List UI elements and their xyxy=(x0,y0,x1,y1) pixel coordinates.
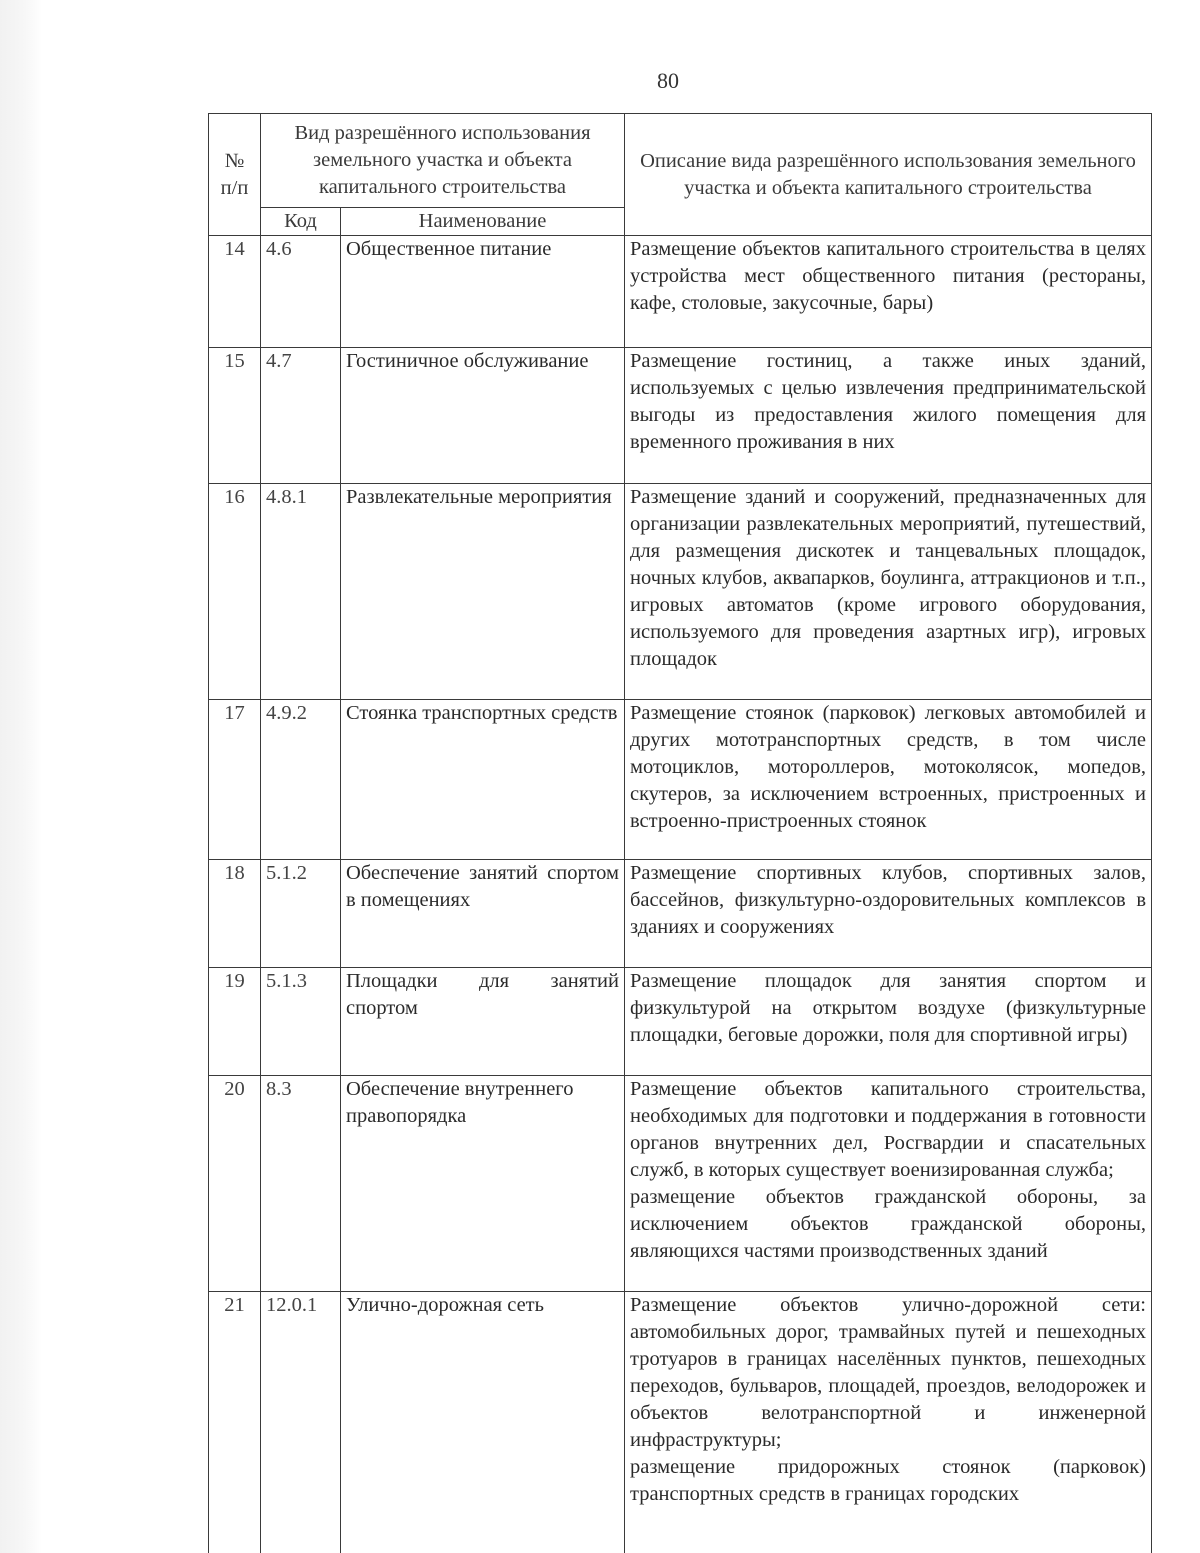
row-number: 17 xyxy=(209,700,261,860)
row-description xyxy=(625,1292,1152,1553)
header-description: Описание вида разрешённого использования земельного участка и объекта капитального строительства xyxy=(625,114,1152,236)
header-code: Код xyxy=(261,208,341,236)
row-code: 4.6 xyxy=(261,236,341,348)
table-row xyxy=(209,700,1152,860)
row-code: 4.8.1 xyxy=(261,484,341,700)
table-row xyxy=(209,1076,1152,1292)
row-name: Обеспечение внутреннего правопорядка xyxy=(341,1076,625,1292)
scan-edge xyxy=(0,0,42,1553)
description-paragraph: Размещение объектов улично-дорожной сети: автомобильных дорог, трамвайных путей и пешеходных тротуаров в границах населённых пунктов, пешеходных переходов, бульваров, площадей, проездов, велодорожек и объектов велотранспортной и инженерной инфраструктуры; xyxy=(630,1294,1146,1451)
description-paragraph: размещение придорожных стоянок (парковок) транспортных средств в границах городских xyxy=(630,1456,1146,1505)
table-row xyxy=(209,860,1152,968)
row-code: 5.1.2 xyxy=(261,860,341,968)
table-row xyxy=(209,484,1152,700)
row-number: 15 xyxy=(209,348,261,484)
row-number: 14 xyxy=(209,236,261,348)
table-row xyxy=(209,236,1152,348)
row-name: Улично-дорожная сеть xyxy=(341,1292,625,1553)
row-name: Стоянка транспортных средств xyxy=(341,700,625,860)
description-paragraph: Размещение объектов капитального строительства, необходимых для подготовки и поддержания в готовности органов внутренних дел, Росгвардии и спасательных служб, в которых существует военизированная служба; xyxy=(630,1078,1146,1181)
description-paragraph: Размещение спортивных клубов, спортивных залов, бассейнов, физкультурно-оздоровительных комплексов в зданиях и сооружениях xyxy=(630,862,1146,938)
row-number: 21 xyxy=(209,1292,261,1553)
row-description xyxy=(625,860,1152,968)
table-row xyxy=(209,1292,1152,1553)
row-number: 16 xyxy=(209,484,261,700)
row-number: 19 xyxy=(209,968,261,1076)
description-paragraph: Размещение стоянок (парковок) легковых автомобилей и других мототранспортных средств, в том числе мотоциклов, мотороллеров, мотоколясок, мопедов, скутеров, за исключением встроенных, пристроенных и встроенно-пристроенных стоянок xyxy=(630,702,1146,832)
row-code: 8.3 xyxy=(261,1076,341,1292)
row-description xyxy=(625,484,1152,700)
row-code: 5.1.3 xyxy=(261,968,341,1076)
row-name: Площадки для занятий спортом xyxy=(341,968,625,1076)
row-name: Общественное питание xyxy=(341,236,625,348)
row-description xyxy=(625,700,1152,860)
description-paragraph: Размещение зданий и сооружений, предназначенных для организации развлекательных мероприятий, путешествий, для размещения дискотек и танцевальных площадок, ночных клубов, аквапарков, боулинга, аттракционов и т.п., игровых автоматов (кроме игрового оборудования, используемого для проведения азартных игр), игровых площадок xyxy=(630,486,1146,670)
row-description xyxy=(625,348,1152,484)
permitted-use-table xyxy=(208,113,1152,1553)
row-description xyxy=(625,236,1152,348)
row-description xyxy=(625,1076,1152,1292)
row-name: Развлекательные мероприятия xyxy=(341,484,625,700)
table-row xyxy=(209,968,1152,1076)
header-name: Наименование xyxy=(341,208,625,236)
row-name: Гостиничное обслуживание xyxy=(341,348,625,484)
page-number: 80 xyxy=(657,68,679,93)
row-code: 12.0.1 xyxy=(261,1292,341,1553)
table-row xyxy=(209,348,1152,484)
row-name: Обеспечение занятий спортом в помещениях xyxy=(341,860,625,968)
description-paragraph: размещение объектов гражданской обороны, за исключением объектов гражданской обороны, являющихся частями производственных зданий xyxy=(630,1186,1146,1262)
header-use-type: Вид разрешённого использования земельного участка и объекта капитального строительства xyxy=(261,114,625,208)
row-number: 18 xyxy=(209,860,261,968)
header-number: № п/п xyxy=(209,114,261,236)
description-paragraph: Размещение объектов капитального строительства в целях устройства мест общественного питания (рестораны, кафе, столовые, закусочные, бары) xyxy=(630,238,1146,314)
description-paragraph: Размещение площадок для занятия спортом и физкультурой на открытом воздухе (физкультурные площадки, беговые дорожки, поля для спортивной игры) xyxy=(630,970,1146,1046)
row-number: 20 xyxy=(209,1076,261,1292)
row-code: 4.9.2 xyxy=(261,700,341,860)
row-code: 4.7 xyxy=(261,348,341,484)
row-description xyxy=(625,968,1152,1076)
description-paragraph: Размещение гостиниц, а также иных зданий, используемых с целью извлечения предпринимательской выгоды из предоставления жилого помещения для временного проживания в них xyxy=(630,350,1146,453)
